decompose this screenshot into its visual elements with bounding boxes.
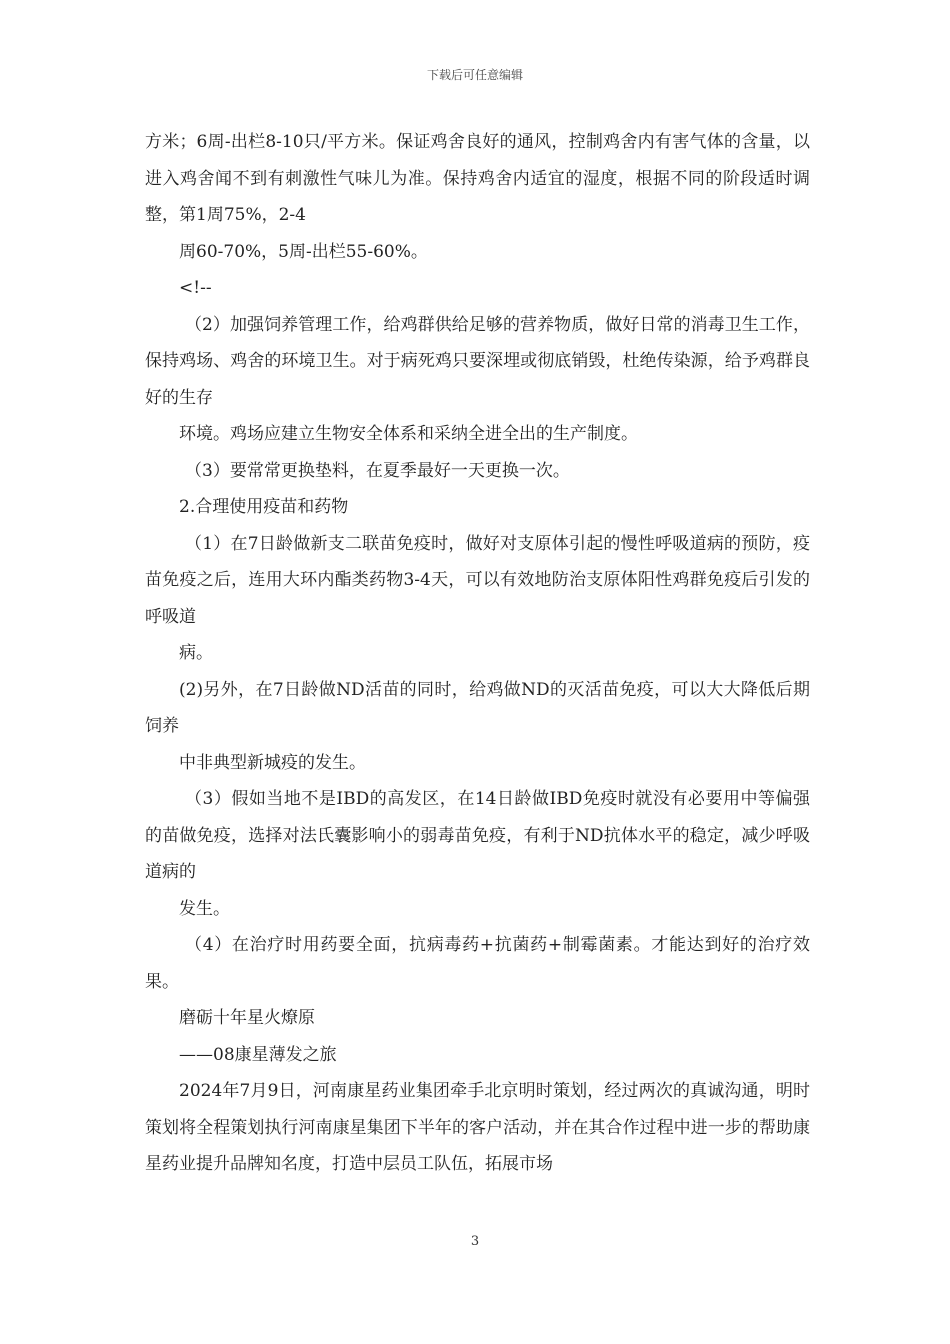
paragraph-vaccine-2: (2)另外，在7日龄做ND活苗的同时，给鸡做ND的灭活苗免疫，可以大大降低后期饲养 [145, 679, 810, 736]
paragraph-treatment: （4）在治疗时用药要全面，抗病毒药+抗菌药+制霉菌素。才能达到好的治疗效果。 [145, 935, 810, 992]
page-number: 3 [470, 1234, 480, 1249]
paragraph-vaccine-1-end: 病。 [179, 643, 213, 663]
article-title: 磨砺十年星火燎原 [179, 1008, 315, 1028]
paragraph-comment-marker: <!-- [179, 278, 212, 298]
section-heading-vaccines: 2.合理使用疫苗和药物 [179, 497, 349, 517]
paragraph-bedding: （3）要常常更换垫料，在夏季最好一天更换一次。 [185, 460, 570, 481]
paragraph-kangxing-intro: 2024年7月9日，河南康星药业集团牵手北京明时策划，经过两次的真诚沟通，明时策划将全程策划执行河南康星集团下半年的客户活动，并在其合作过程中进一步的帮助康星药业提升品牌知名度，打造中层员工队伍，拓展市场 [145, 1081, 810, 1174]
paragraph-humidity-continuation: 周60-70%，5周-出栏55-60%。 [179, 241, 428, 262]
paragraph-environment: 环境。鸡场应建立生物安全体系和采纳全进全出的生产制度。 [179, 424, 638, 444]
paragraph-vaccine-2-end: 中非典型新城疫的发生。 [179, 752, 366, 773]
paragraph-stocking-density: 方米；6周-出栏8-10只/平方米。保证鸡舍良好的通风，控制鸡舍内有害气体的含量，以进入鸡舍闻不到有刺激性气味儿为准。保持鸡舍内适宜的湿度，根据不同的阶段适时调整，第1周75%，2-4 [145, 132, 810, 225]
document-body [145, 124, 810, 1183]
paragraph-feeding-management: （2）加强饲养管理工作，给鸡群供给足够的营养物质，做好日常的消毒卫生工作，保持鸡场、鸡舍的环境卫生。对于病死鸡只要深埋或彻底销毁，杜绝传染源，给予鸡群良好的生存 [145, 314, 810, 408]
article-subtitle: ——08康星薄发之旅 [179, 1044, 337, 1065]
paragraph-vaccine-3: （3）假如当地不是IBD的高发区，在14日龄做IBD免疫时就没有必要用中等偏强的苗做免疫，选择对法氏囊影响小的弱毒苗免疫，有利于ND抗体水平的稳定，减少呼吸道病的 [145, 789, 810, 882]
paragraph-vaccine-3-end: 发生。 [179, 898, 230, 919]
paragraph-vaccine-1: （1）在7日龄做新支二联苗免疫时，做好对支原体引起的慢性呼吸道病的预防，疫苗免疫之后，连用大环内酯类药物3-4天，可以有效地防治支原体阳性鸡群免疫后引发的呼吸道 [145, 533, 810, 627]
page-header: 下载后可任意编辑 [426, 68, 523, 82]
